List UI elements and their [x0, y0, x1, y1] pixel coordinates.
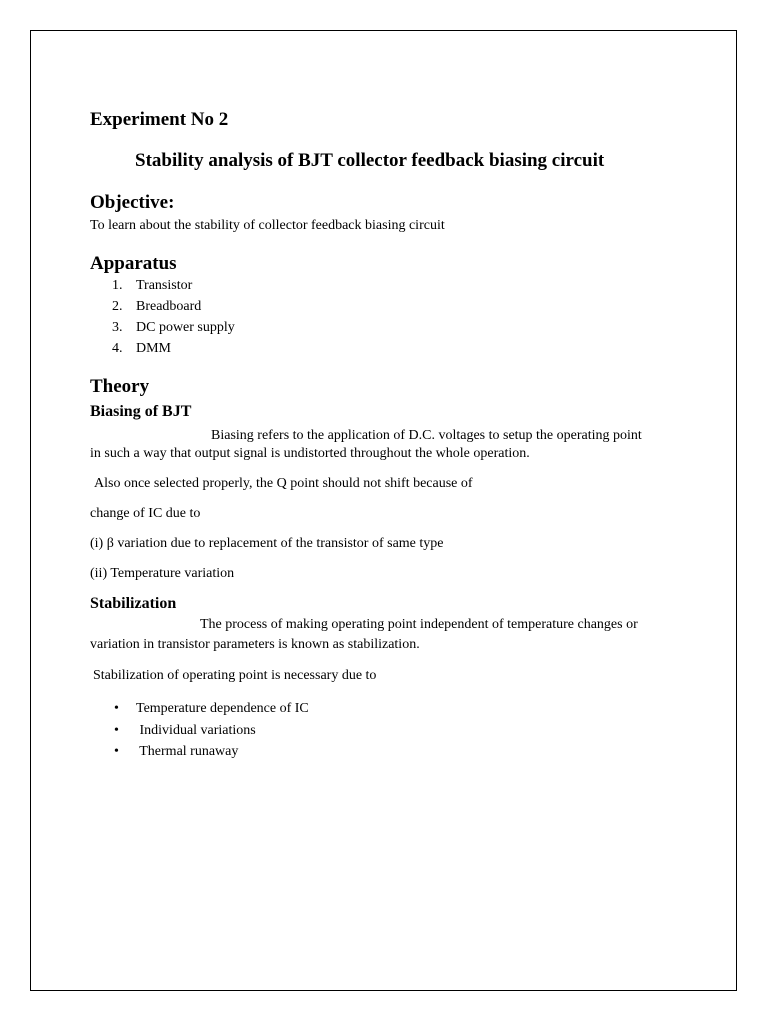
list-item-label: DMM — [136, 341, 172, 356]
list-item-number: 3. — [112, 320, 123, 335]
list-item — [112, 296, 235, 317]
biasing-paragraph-4: (i) β variation due to replacement of the transistor of same type — [90, 536, 444, 551]
list-item-number: 1. — [112, 278, 123, 293]
list-item — [114, 741, 309, 763]
stabilization-bullets — [114, 698, 309, 763]
list-item-label: DC power supply — [136, 320, 235, 335]
list-item-label: Breadboard — [136, 299, 202, 314]
page-title: Stability analysis of BJT collector feedback biasing circuit — [135, 150, 605, 171]
bullet-icon: • — [114, 744, 119, 759]
stabilization-text-line-1: The process of making operating point independent of temperature changes or — [200, 617, 638, 632]
stabilization-paragraph-2: Stabilization of operating point is necessary due to — [93, 668, 377, 683]
biasing-paragraph-3: change of IC due to — [90, 506, 201, 521]
apparatus-list — [112, 275, 235, 359]
bullet-label: Thermal runaway — [136, 744, 239, 759]
list-item-number: 4. — [112, 341, 123, 356]
bullet-icon: • — [114, 701, 119, 716]
list-item — [112, 317, 235, 338]
bullet-label: Individual variations — [136, 722, 256, 738]
biasing-paragraph-5: (ii) Temperature variation — [90, 566, 235, 581]
stabilization-heading: Stabilization — [90, 595, 177, 612]
objective-heading: Objective: — [90, 192, 175, 213]
stabilization-text-line-2: variation in transistor parameters is known as stabilization. — [90, 637, 420, 652]
list-item-label: Transistor — [136, 278, 193, 293]
experiment-heading: Experiment No 2 — [90, 109, 229, 130]
list-item — [112, 338, 235, 359]
list-item — [114, 720, 309, 742]
biasing-paragraph-2: Also once selected properly, the Q point should not shift because of — [94, 476, 473, 491]
apparatus-heading: Apparatus — [90, 253, 177, 274]
objective-text: To learn about the stability of collector feedback biasing circuit — [90, 218, 445, 233]
list-item — [114, 698, 309, 720]
biasing-text-line-2: in such a way that output signal is undistorted throughout the whole operation. — [90, 446, 530, 461]
theory-heading: Theory — [90, 376, 150, 397]
bullet-label: Temperature dependence of IC — [136, 701, 309, 716]
biasing-heading: Biasing of BJT — [90, 403, 192, 420]
list-item-number: 2. — [112, 299, 123, 314]
bullet-icon: • — [114, 722, 119, 738]
list-item — [112, 275, 235, 296]
biasing-text-line-1: Biasing refers to the application of D.C. voltages to setup the operating point — [211, 428, 642, 443]
